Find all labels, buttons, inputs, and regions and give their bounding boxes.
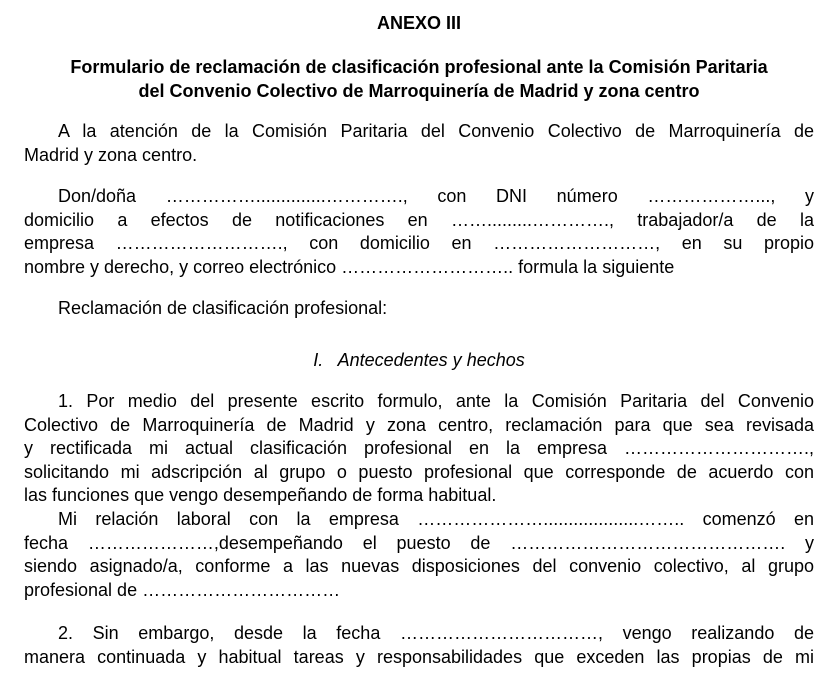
point-1-line-1: 1. Por medio del presente escrito formulo, ante la Comisión Paritaria del Convenio — [58, 391, 814, 411]
relation-line-1: Mi relación laboral con la empresa …………………...................…….. comenzó en — [58, 509, 814, 529]
claimant-line-2: domicilio a efectos de notificaciones en …….........…………., trabajador/a de la — [24, 209, 814, 230]
claim-intro-paragraph — [24, 297, 814, 321]
claimant-line-1: Don/doña ……………..............…………., con DNI número ………………..., y — [58, 186, 814, 206]
claimant-paragraph — [24, 185, 814, 279]
relation-line-3: siendo asignado/a, conforme a las nuevas disposiciones del convenio colectivo, al grupo — [24, 556, 814, 576]
claimant-line-3: empresa ………………………., con domicilio en ………………………, en su propio — [24, 233, 814, 253]
point-1-line-4: solicitando mi adscripción al grupo o puesto profesional que corresponde de acuerdo con — [24, 461, 814, 482]
section-heading-text: I. Antecedentes y hechos — [313, 350, 525, 370]
claimant-line-4: nombre y derecho, y correo electrónico ……………………….. formula la siguiente — [24, 256, 675, 277]
relation-line-2: fecha …………………,desempeñando el puesto de ………………………………………. y — [24, 532, 814, 553]
point-1-paragraph — [24, 390, 814, 508]
point-1-line-5: las funciones que vengo desempeñando de forma habitual. — [24, 485, 497, 505]
point-1-line-3: y rectificada mi actual clasificación profesional en la empresa …………………………., — [24, 438, 814, 458]
attention-paragraph — [24, 120, 814, 167]
point-1-line-2: Colectivo de Marroquinería de Madrid y zona centro, reclamación para que sea revisada — [24, 414, 814, 435]
form-title-line-1: Formulario de reclamación de clasificación profesional ante la Comisión Paritaria — [70, 57, 768, 77]
relation-line-4: profesional de …………………………… — [24, 579, 341, 600]
point-2-paragraph — [24, 622, 814, 669]
claim-intro: Reclamación de clasificación profesional: — [58, 298, 388, 318]
point-2-line-2: manera continuada y habitual tareas y responsabilidades que exceden las propias de mi — [24, 646, 814, 667]
form-title — [24, 56, 814, 103]
relation-paragraph — [24, 508, 814, 602]
attention-line-2: Madrid y zona centro. — [24, 144, 198, 165]
form-title-line-2: del Convenio Colectivo de Marroquinería de Madrid y zona centro — [138, 80, 700, 101]
attention-line-1: A la atención de la Comisión Paritaria del Convenio Colectivo de Marroquinería de — [58, 121, 814, 141]
section-heading — [24, 349, 814, 372]
annex-title: ANEXO III — [376, 13, 461, 33]
point-2-line-1: 2. Sin embargo, desde la fecha ……………………………, vengo realizando de — [58, 623, 814, 643]
